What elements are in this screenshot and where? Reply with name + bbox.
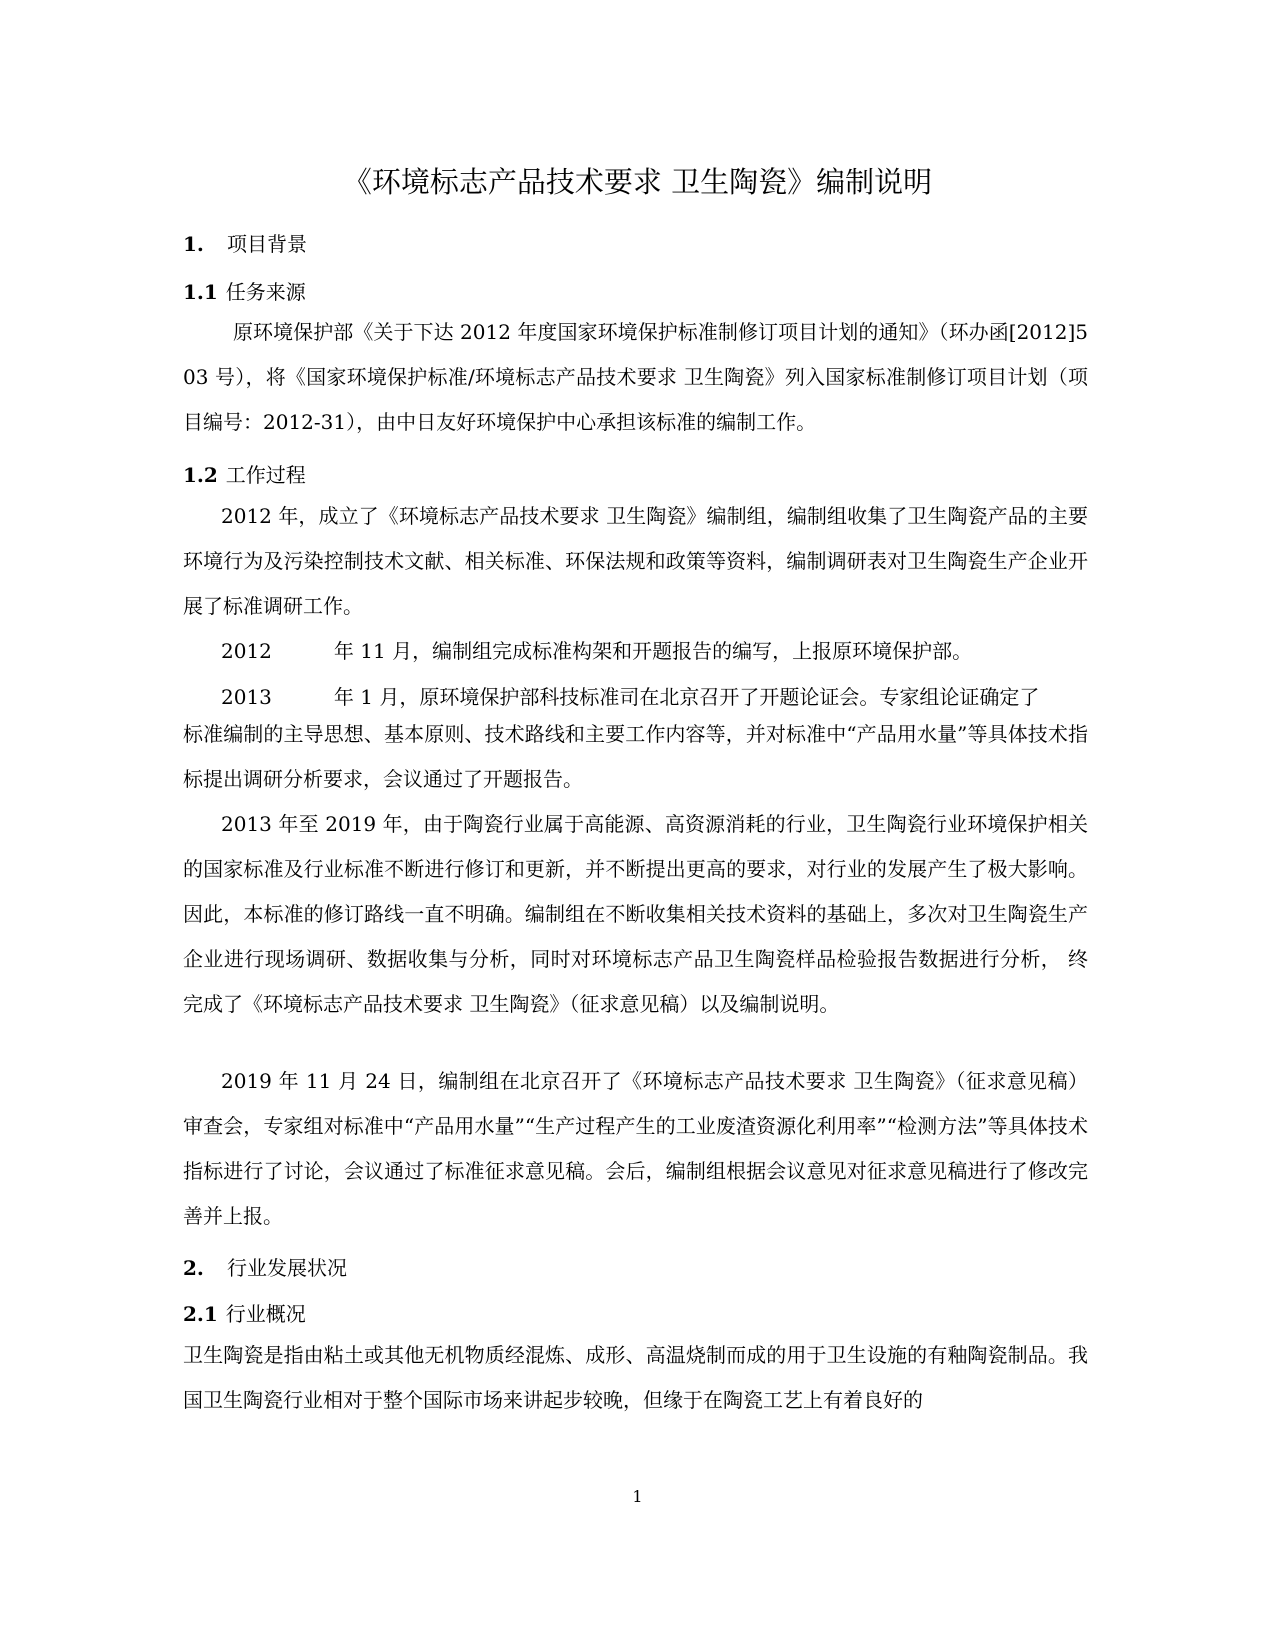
text: 年 1 月，原环境保护部科技标准司在北京召开了开题论证会。专家组论证确定了 xyxy=(333,685,1040,709)
year: 2012 xyxy=(221,639,272,663)
text: 年 11 月，编制组完成标准构架和开题报告的编写，上报原环境保护部。 xyxy=(333,639,973,663)
section-number: 1. xyxy=(183,232,204,256)
paragraph-industry-overview: 卫生陶瓷是指由粘土或其他无机物质经混炼、成形、高温烧制而成的用于卫生设施的有釉陶瓷制品。我国卫生陶瓷行业相对于整个国际市场来讲起步较晚，但缘于在陶瓷工艺上有着良好的 xyxy=(183,1343,1088,1412)
section-title: 项目背景 xyxy=(227,232,307,256)
section-heading-1 xyxy=(183,228,307,257)
paragraph-work-process-3-first-line xyxy=(221,681,1039,710)
subsection-title: 任务来源 xyxy=(225,280,306,304)
paragraph-work-process-4: 2013 年至 2019 年，由于陶瓷行业属于高能源、高资源消耗的行业，卫生陶瓷行业环境保护相关的国家标准及行业标准不断进行修订和更新，并不断提出更高的要求，对行业的发展产生了极大影响。因此，本标准的修订路线一直不明确。编制组在不断收集相关技术资料的基础上，多次对卫生陶瓷生产企业进行现场调研、数据收集与分析，同时对环境标志产品卫生陶瓷样品检验报告数据进行分析， 终完成了《环境标志产品技术要求 卫生陶瓷》（征求意见稿）以及编制说明。 xyxy=(183,812,1088,1016)
section-heading-2 xyxy=(183,1252,347,1281)
page-number: 1 xyxy=(632,1487,643,1506)
paragraph-work-process-2 xyxy=(221,635,972,664)
paragraph-work-process-3-rest: 标准编制的主导思想、基本原则、技术路线和主要工作内容等，并对标准中“产品用水量”等具体技术指标提出调研分析要求，会议通过了开题报告。 xyxy=(183,722,1088,791)
subsection-number: 2.1 xyxy=(183,1302,218,1326)
section-number: 2. xyxy=(183,1256,204,1280)
subsection-number: 1.2 xyxy=(183,463,218,487)
subsection-heading-1-1 xyxy=(183,276,306,305)
subsection-heading-1-2 xyxy=(183,459,306,488)
paragraph-work-process-5: 2019 年 11 月 24 日，编制组在北京召开了《环境标志产品技术要求 卫生陶瓷》（征求意见稿）审查会，专家组对标准中“产品用水量”“生产过程产生的工业废渣资源化利用率”“检测方法”等具体技术指标进行了讨论，会议通过了标准征求意见稿。会后，编制组根据会议意见对征求意见稿进行了修改完善并上报。 xyxy=(183,1069,1088,1228)
subsection-heading-2-1 xyxy=(183,1298,306,1327)
paragraph-work-process-1: 2012 年，成立了《环境标志产品技术要求 卫生陶瓷》编制组，编制组收集了卫生陶瓷产品的主要环境行为及污染控制技术文献、相关标准、环保法规和政策等资料，编制调研表对卫生陶瓷生产企业开展了标准调研工作。 xyxy=(183,504,1088,618)
subsection-title: 行业概况 xyxy=(225,1302,306,1326)
subsection-number: 1.1 xyxy=(183,280,218,304)
paragraph-task-source: 原环境保护部《关于下达 2012 年度国家环境保护标准制修订项目计划的通知》（环办函[2012]503 号），将《国家环境保护标准/环境标志产品技术要求 卫生陶瓷》列入国家标准制修订项目计划（项目编号：2012-31），由中日友好环境保护中心承担该标准的编制工作。 xyxy=(183,320,1088,434)
subsection-title: 工作过程 xyxy=(225,463,306,487)
section-title: 行业发展状况 xyxy=(227,1256,347,1280)
document-title: 《环境标志产品技术要求 卫生陶瓷》编制说明 xyxy=(342,165,933,199)
year: 2013 xyxy=(221,685,272,709)
